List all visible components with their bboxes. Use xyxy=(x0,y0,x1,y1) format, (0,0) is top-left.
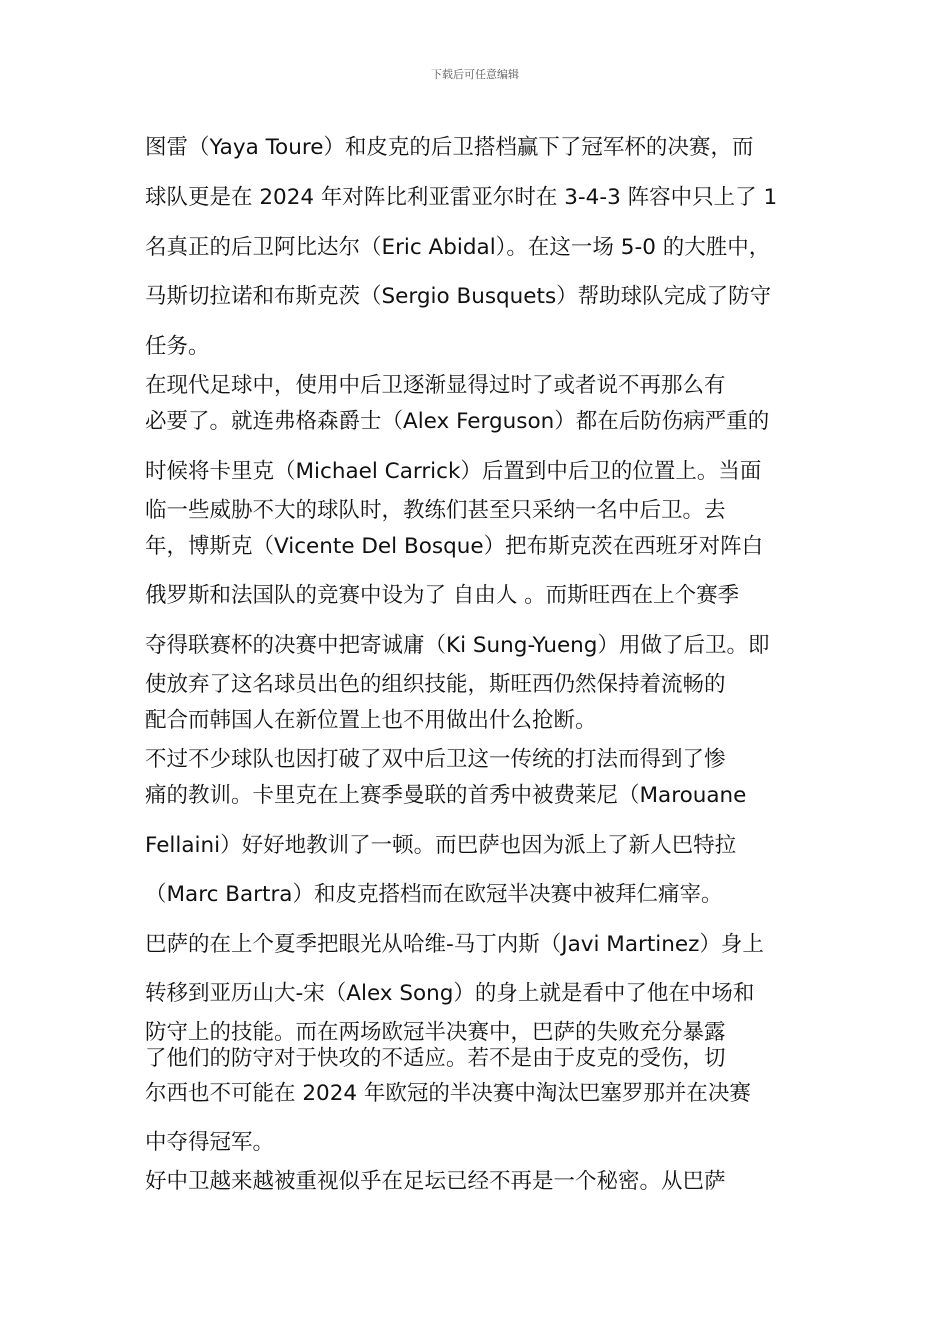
text-line: 好中卫越来越被重视似乎在足坛已经不再是一个秘密。从巴萨 xyxy=(145,1169,726,1194)
text-line: 在现代足球中，使用中后卫逐渐显得过时了或者说不再那么有 xyxy=(145,373,726,398)
text-line: 痛的教训。卡里克在上赛季曼联的首秀中被费莱尼（Marouane xyxy=(145,783,747,808)
text-line: 防守上的技能。而在两场欧冠半决赛中，巴萨的失败充分暴露 xyxy=(145,1020,726,1045)
text-line: 使放弃了这名球员出色的组织技能，斯旺西仍然保持着流畅的 xyxy=(145,672,726,697)
text-line: 临一些威胁不大的球队时，教练们甚至只采纳一名中后卫。去 xyxy=(145,498,726,523)
text-line: 名真正的后卫阿比达尔（Eric Abidal）。在这一场 5-0 的大胜中， xyxy=(145,235,771,260)
text-line: 配合而韩国人在新位置上也不用做出什么抢断。 xyxy=(145,708,597,733)
text-line: 年，博斯克（Vicente Del Bosque）把布斯克茨在西班牙对阵白 xyxy=(145,534,764,559)
text-line: 巴萨的在上个夏季把眼光从哈维-马丁内斯（Javi Martinez）身上 xyxy=(145,932,764,957)
text-line: 必要了。就连弗格森爵士（Alex Ferguson）都在后防伤病严重的 xyxy=(145,409,770,434)
text-line: 图雷（Yaya Toure）和皮克的后卫搭档赢下了冠军杯的决赛，而 xyxy=(145,135,754,160)
text-line: 转移到亚历山大-宋（Alex Song）的身上就是看中了他在中场和 xyxy=(145,981,755,1006)
text-line: 任务。 xyxy=(145,334,210,359)
text-line: （Marc Bartra）和皮克搭档而在欧冠半决赛中被拜仁痛宰。 xyxy=(145,882,723,907)
text-line: 球队更是在 2024 年对阵比利亚雷亚尔时在 3-4-3 阵容中只上了 1 xyxy=(145,185,778,210)
text-line: 中夺得冠军。 xyxy=(145,1130,275,1155)
text-line: 马斯切拉诺和布斯克茨（Sergio Busquets）帮助球队完成了防守 xyxy=(145,284,772,309)
text-line: Fellaini）好好地教训了一顿。而巴萨也因为派上了新人巴特拉 xyxy=(145,833,737,858)
text-line: 了他们的防守对于快攻的不适应。若不是由于皮克的受伤，切 xyxy=(145,1046,726,1071)
text-line: 尔西也不可能在 2024 年欧冠的半决赛中淘汰巴塞罗那并在决赛 xyxy=(145,1081,751,1106)
text-line: 不过不少球队也因打破了双中后卫这一传统的打法而得到了惨 xyxy=(145,747,726,772)
text-line: 时候将卡里克（Michael Carrick）后置到中后卫的位置上。当面 xyxy=(145,459,762,484)
page-header: 下载后可任意编辑 xyxy=(431,68,519,81)
text-line: 俄罗斯和法国队的竞赛中设为了 自由人 。而斯旺西在上个赛季 xyxy=(145,583,740,608)
text-line: 夺得联赛杯的决赛中把寄诚庸（Ki Sung-Yueng）用做了后卫。即 xyxy=(145,633,770,658)
